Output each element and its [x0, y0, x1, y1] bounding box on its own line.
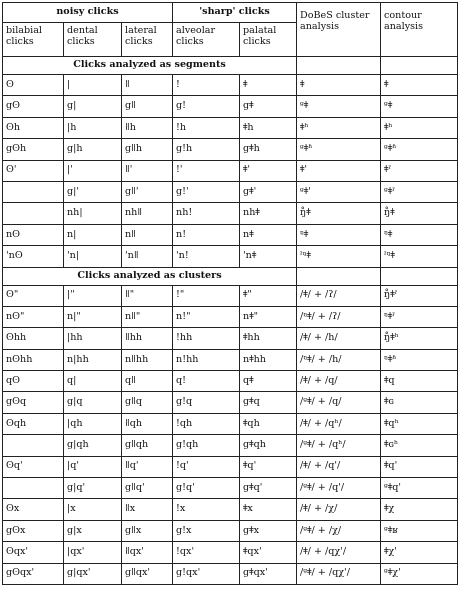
table-cell: ǂq [381, 371, 458, 392]
table-row [3, 392, 458, 413]
table-cell: ᶢǂq' [381, 478, 458, 499]
table-cell: |qh [64, 413, 122, 434]
table-cell: gǁ' [122, 181, 173, 202]
clicks-table-body [3, 57, 458, 585]
table-cell: nh! [173, 203, 240, 224]
section-blank-cell [297, 57, 381, 75]
palatal-clicks-header: palatal clicks [240, 23, 297, 57]
table-cell: ǂ" [240, 285, 297, 306]
table-cell: g|' [64, 181, 122, 202]
table-cell: /ǂ/ + /q'/ [297, 456, 381, 477]
table-cell: ǂ' [240, 160, 297, 181]
table-cell: ʘ [3, 75, 64, 96]
table-cell: g|h [64, 139, 122, 160]
table-cell: !qx' [173, 542, 240, 563]
clicks-table [2, 2, 458, 585]
table-cell: /ǂ/ + /ʔ/ [297, 285, 381, 306]
table-cell: ǂʰ [381, 117, 458, 138]
table-cell: g!' [173, 181, 240, 202]
table-cell: ʘx [3, 499, 64, 520]
table-cell: qǂ [240, 371, 297, 392]
table-cell: ᵑǂ [297, 224, 381, 245]
table-cell: 'nǂ [240, 246, 297, 267]
table-cell: gǂh [240, 139, 297, 160]
table-cell: /ǂ/ + /qχ'/ [297, 542, 381, 563]
table-cell: gǂx [240, 520, 297, 541]
table-cell: ʘqx' [3, 542, 64, 563]
table-cell: gǂ' [240, 181, 297, 202]
section-blank-cell [381, 267, 458, 285]
table-cell: |qx' [64, 542, 122, 563]
table-cell: gǁqh [122, 435, 173, 456]
table-cell: gǁq [122, 392, 173, 413]
table-row [3, 181, 458, 202]
table-cell: g| [64, 96, 122, 117]
table-cell: gǁx [122, 520, 173, 541]
table-cell: g|q [64, 392, 122, 413]
table-cell: ǁhh [122, 328, 173, 349]
table-cell: ʘh [3, 117, 64, 138]
table-cell: !" [173, 285, 240, 306]
table-cell: g! [173, 96, 240, 117]
table-cell: |" [64, 285, 122, 306]
table-cell: ǂɢ [381, 392, 458, 413]
table-cell: ǂʰ [297, 117, 381, 138]
table-cell: ŋ̊ǂ [297, 203, 381, 224]
table-cell: n| [64, 224, 122, 245]
table-cell [3, 203, 64, 224]
dental-clicks-header: dental clicks [64, 23, 122, 57]
table-cell: nǁ" [122, 306, 173, 327]
table-cell: /ᶢǂ/ + /q'/ [297, 478, 381, 499]
table-cell: ǁh [122, 117, 173, 138]
table-cell: ᶢǂʁ [381, 520, 458, 541]
table-cell: |x [64, 499, 122, 520]
table-cell: g!q' [173, 478, 240, 499]
table-cell: ᶢǂˀ [381, 181, 458, 202]
table-cell: ǂ [381, 75, 458, 96]
table-cell: /ᶢǂ/ + /q/ [297, 392, 381, 413]
table-cell: nhǁ [122, 203, 173, 224]
table-cell: ʘqh [3, 413, 64, 434]
table-cell: ǂ [297, 75, 381, 96]
table-row [3, 246, 458, 267]
bilabial-clicks-header: bilabial clicks [3, 23, 64, 57]
table-cell: ŋ̊ǂ [381, 203, 458, 224]
table-row [3, 371, 458, 392]
alveolar-clicks-header: alveolar clicks [173, 23, 240, 57]
table-cell [3, 181, 64, 202]
table-row [3, 349, 458, 370]
table-row [3, 478, 458, 499]
table-cell: !q' [173, 456, 240, 477]
table-cell: nhǂ [240, 203, 297, 224]
table-cell: /ǂ/ + /q/ [297, 371, 381, 392]
table-cell: |q' [64, 456, 122, 477]
table-row [3, 435, 458, 456]
table-cell: n! [173, 224, 240, 245]
table-row [3, 542, 458, 563]
table-cell: n|" [64, 306, 122, 327]
table-row [3, 499, 458, 520]
table-cell: ʘ' [3, 160, 64, 181]
table-cell: ʘ" [3, 285, 64, 306]
table-cell: ˀᵑǂ [297, 246, 381, 267]
table-cell: ǁx [122, 499, 173, 520]
table-cell: ᶢǂ' [297, 181, 381, 202]
section-blank-cell [381, 57, 458, 75]
table-row [3, 203, 458, 224]
table-cell: nʘ [3, 224, 64, 245]
table-cell: ŋ̊ǂˀ [381, 285, 458, 306]
table-cell: /ǂ/ + /h/ [297, 328, 381, 349]
table-cell: ǁ' [122, 160, 173, 181]
table-cell: g!qx' [173, 563, 240, 584]
table-cell: ʘhh [3, 328, 64, 349]
table-cell: ᶢǂχ' [381, 563, 458, 584]
table-cell: ǂqʰ [381, 413, 458, 434]
table-cell: gʘh [3, 139, 64, 160]
table-cell: ǁqh [122, 413, 173, 434]
table-cell: gǂqh [240, 435, 297, 456]
table-cell: gǂ [240, 96, 297, 117]
table-cell: ˀᵑǂ [381, 246, 458, 267]
table-cell: n!" [173, 306, 240, 327]
table-row [3, 75, 458, 96]
table-cell: ǂqx' [240, 542, 297, 563]
table-cell: g|qx' [64, 563, 122, 584]
table-cell: 'nʘ [3, 246, 64, 267]
table-cell: gǁq' [122, 478, 173, 499]
table-cell: ǂɢʰ [381, 435, 458, 456]
table-cell: nǂhh [240, 349, 297, 370]
table-cell: ǂχ' [381, 542, 458, 563]
table-cell: gǂqx' [240, 563, 297, 584]
table-cell: ǂˀ [381, 160, 458, 181]
table-cell: nǁ [122, 224, 173, 245]
table-cell: 'n! [173, 246, 240, 267]
table-cell: qʘ [3, 371, 64, 392]
table-cell: ǂq' [240, 456, 297, 477]
table-cell: gǁqx' [122, 563, 173, 584]
table-row [3, 117, 458, 138]
noisy-clicks-header: noisy clicks [3, 3, 173, 23]
dobes-cluster-analysis-header: DoBeS cluster analysis [297, 3, 381, 57]
table-row [3, 96, 458, 117]
table-cell: gǁ [122, 96, 173, 117]
table-cell: ŋ̊ǂʰ [381, 328, 458, 349]
section-title: Clicks analyzed as clusters [3, 267, 297, 285]
table-cell: ᵑǂʱ [381, 349, 458, 370]
table-cell: /ᶢǂ/ + /qʰ/ [297, 435, 381, 456]
table-cell: nǁhh [122, 349, 173, 370]
table-cell: qǁ [122, 371, 173, 392]
table-cell: ǂ [240, 75, 297, 96]
table-cell: ǂχ [381, 499, 458, 520]
table-cell: g|x [64, 520, 122, 541]
table-cell: !' [173, 160, 240, 181]
table-cell: g|q' [64, 478, 122, 499]
table-row [3, 563, 458, 584]
table-cell [3, 435, 64, 456]
table-cell: ! [173, 75, 240, 96]
table-cell: nǂ" [240, 306, 297, 327]
table-cell: /ǂ/ + /χ/ [297, 499, 381, 520]
table-cell: q| [64, 371, 122, 392]
table-cell: ǁqx' [122, 542, 173, 563]
table-cell: ᵑǂ [381, 224, 458, 245]
table-cell [3, 478, 64, 499]
table-cell: g!qh [173, 435, 240, 456]
table-cell: nh| [64, 203, 122, 224]
section-header-row [3, 57, 458, 75]
table-cell: g|qh [64, 435, 122, 456]
table-cell: gǂq' [240, 478, 297, 499]
table-cell: nʘ" [3, 306, 64, 327]
table-cell: nʘhh [3, 349, 64, 370]
table-cell: ǁ" [122, 285, 173, 306]
section-blank-cell [297, 267, 381, 285]
table-cell: |hh [64, 328, 122, 349]
table-cell: ǂx [240, 499, 297, 520]
table-cell: ǁq' [122, 456, 173, 477]
table-cell: ᶢǂʱ [297, 139, 381, 160]
table-cell: n|hh [64, 349, 122, 370]
table-cell: gʘqx' [3, 563, 64, 584]
table-row [3, 328, 458, 349]
contour-analysis-header: contour analysis [381, 3, 458, 57]
table-cell: ǂhh [240, 328, 297, 349]
table-cell: ᶢǂ [297, 96, 381, 117]
table-cell: gʘx [3, 520, 64, 541]
table-cell: !qh [173, 413, 240, 434]
table-cell: ᵑǂˀ [381, 306, 458, 327]
table-row [3, 139, 458, 160]
sharp-clicks-header: 'sharp' clicks [173, 3, 297, 23]
table-cell: /ǂ/ + /qʰ/ [297, 413, 381, 434]
section-header-row [3, 267, 458, 285]
table-cell: 'n| [64, 246, 122, 267]
table-cell: gǁh [122, 139, 173, 160]
table-cell: !hh [173, 328, 240, 349]
table-cell: nǂ [240, 224, 297, 245]
table-row [3, 456, 458, 477]
table-cell: |h [64, 117, 122, 138]
table-cell: g!q [173, 392, 240, 413]
section-title: Clicks analyzed as segments [3, 57, 297, 75]
table-cell: ǂh [240, 117, 297, 138]
table-cell: /ᶢǂ/ + /χ/ [297, 520, 381, 541]
table-row [3, 413, 458, 434]
table-cell: ǂq' [381, 456, 458, 477]
table-row [3, 285, 458, 306]
table-cell: ʘq' [3, 456, 64, 477]
table-cell: /ᶢǂ/ + /qχ'/ [297, 563, 381, 584]
table-cell: |' [64, 160, 122, 181]
table-cell: ǂqh [240, 413, 297, 434]
table-cell: | [64, 75, 122, 96]
table-cell: q! [173, 371, 240, 392]
table-cell: 'nǁ [122, 246, 173, 267]
table-cell: ǂ' [297, 160, 381, 181]
table-cell: !x [173, 499, 240, 520]
table-row [3, 224, 458, 245]
table-cell: /ᵑǂ/ + /ʔ/ [297, 306, 381, 327]
table-cell: gʘq [3, 392, 64, 413]
table-cell: g!x [173, 520, 240, 541]
table-cell: gʘ [3, 96, 64, 117]
table-cell: !h [173, 117, 240, 138]
table-row [3, 520, 458, 541]
table-cell: g!h [173, 139, 240, 160]
table-row [3, 306, 458, 327]
table-cell: n!hh [173, 349, 240, 370]
table-cell: /ᵑǂ/ + /h/ [297, 349, 381, 370]
lateral-clicks-header: lateral clicks [122, 23, 173, 57]
table-cell: ᶢǂ [381, 96, 458, 117]
table-cell: ǁ [122, 75, 173, 96]
table-row [3, 160, 458, 181]
table-cell: gǂq [240, 392, 297, 413]
table-cell: ᶢǂʱ [381, 139, 458, 160]
